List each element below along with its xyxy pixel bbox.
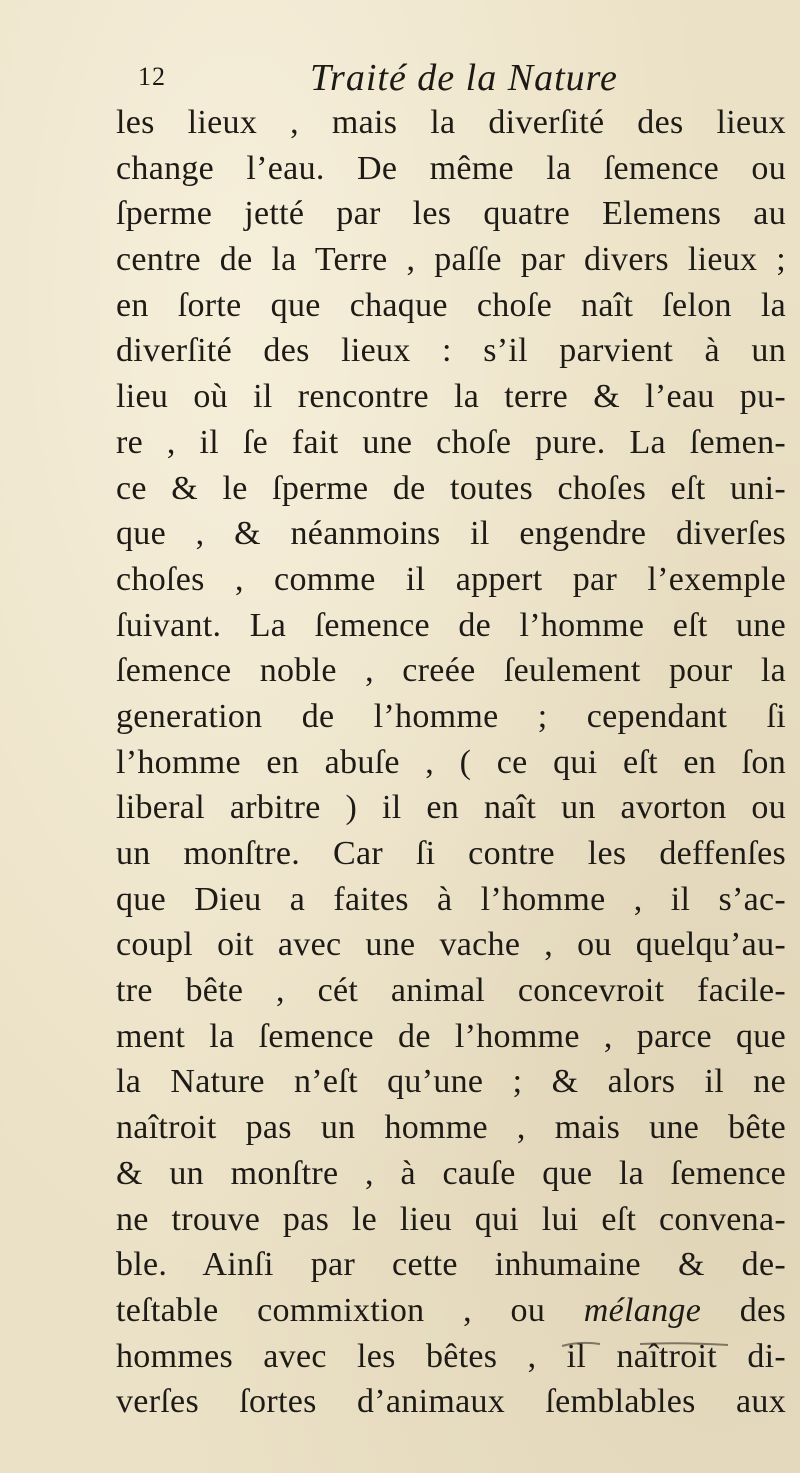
- text-segment: teſtable commixtion , ou: [116, 1291, 546, 1329]
- text-line: ſuivant. La ſemence de l’homme eſt une: [116, 606, 786, 644]
- text-line: hommes avec les bêtes , il naîtroit di-: [116, 1337, 786, 1375]
- body-text: [116, 100, 786, 1425]
- text-line: ſemence noble , creée ſeulement pour la: [116, 652, 786, 690]
- decorative-rule: [560, 1340, 730, 1348]
- text-line: verſes ſortes d’animaux ſemblables aux: [116, 1383, 786, 1421]
- text-line: ſperme jetté par les quatre Elemens au: [116, 195, 786, 233]
- text-line: re , il ſe fait une choſe pure. La ſemen-: [116, 423, 786, 461]
- text-line: naîtroit pas un homme , mais une bête: [116, 1109, 786, 1147]
- running-title: Traité de la Nature: [310, 57, 618, 99]
- text-line: choſes , comme il appert par l’exemple: [116, 560, 786, 598]
- text-line: que Dieu a faites à l’homme , il s’ac-: [116, 880, 786, 918]
- text-line: change l’eau. De même la ſemence ou: [116, 149, 786, 187]
- text-line: la Nature n’eſt qu’une ; & alors il ne: [116, 1063, 786, 1101]
- text-line: tre bête , cét animal concevroit facile-: [116, 972, 786, 1010]
- text-line: diverſité des lieux : s’il parvient à un: [116, 332, 786, 370]
- text-line: centre de la Terre , paſſe par divers lieux ;: [116, 241, 786, 279]
- page-number: 12: [138, 62, 166, 91]
- text-line: que , & néanmoins il engendre diverſes: [116, 515, 786, 553]
- text-line: coupl oit avec une vache , ou quelqu’au-: [116, 926, 786, 964]
- text-line: liberal arbitre ) il en naît un avorton ou: [116, 789, 786, 827]
- text-line: en ſorte que chaque choſe naît ſelon la: [116, 286, 786, 324]
- text-line: ble. Ainſi par cette inhumaine & de-: [116, 1246, 786, 1284]
- text-segment: des: [739, 1291, 786, 1329]
- text-line: ne trouve pas le lieu qui lui eſt convena-: [116, 1200, 786, 1238]
- text-line: les lieux , mais la diverſité des lieux: [116, 104, 786, 141]
- text-line: ment la ſemence de l’homme , parce que: [116, 1017, 786, 1055]
- text-line: & un monſtre , à cauſe que la ſemence: [116, 1154, 786, 1192]
- italic-word: mélange: [583, 1291, 702, 1329]
- running-head: [138, 56, 778, 102]
- text-line: lieu où il rencontre la terre & l’eau pu-: [116, 378, 786, 416]
- text-line: un monſtre. Car ſi contre les deffenſes: [116, 835, 786, 872]
- text-line: generation de l’homme ; cependant ſi: [116, 697, 786, 735]
- text-line-with-italic: [116, 1288, 786, 1334]
- text-line: ce & le ſperme de toutes choſes eſt uni-: [116, 469, 786, 507]
- text-line: l’homme en abuſe , ( ce qui eſt en ſon: [116, 743, 786, 781]
